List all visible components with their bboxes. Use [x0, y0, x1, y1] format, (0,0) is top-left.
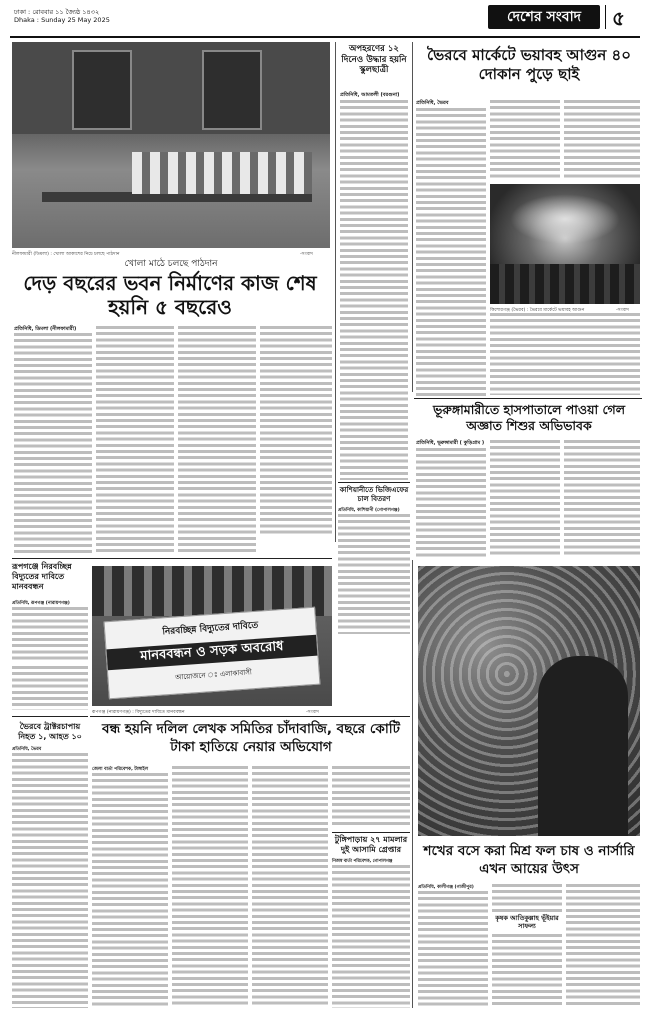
- tungipara-headline: টুঙ্গিপাড়ায় ২৭ মামলার দুই আসামি গ্রেপ্তার: [334, 835, 408, 854]
- kashiani-body: [338, 514, 410, 634]
- rupganj-photo-caption: রূপগঞ্জ (নারায়ণগঞ্জ) : বিদ্যুতের দাবিতে মানববন্ধন: [92, 710, 185, 715]
- banner-line-1: নিরবচ্ছিন্ন বিদ্যুতের দাবিতে: [162, 620, 259, 638]
- kashiani-headline: কাশিয়ানীতে ভিজিএফের চাল বিতরণ: [339, 486, 409, 503]
- fruit-headline: শখের বসে করা মিশ্র ফল চাষ ও নার্সারি এখন আয়ের উৎস: [423, 843, 635, 877]
- hospital-body-col2: [490, 440, 560, 558]
- fruit-photo: [418, 566, 640, 836]
- rupganj-photo-credit: -সংবাদ: [306, 710, 319, 715]
- fire-photo: [490, 184, 640, 304]
- kashiani-rule: [338, 482, 410, 483]
- fire-body-col1: [416, 108, 486, 398]
- rupganj-body-2: [12, 666, 88, 710]
- deed-headline: বন্ধ হয়নি দলিল লেখক সমিতির চাঁদাবাজি, বছরে কোটি টাকা হাতিয়ে নেয়ার অভিযোগ: [102, 721, 400, 755]
- rupganj-banner: [104, 607, 321, 700]
- masthead: [488, 5, 600, 29]
- banner-line-2: মানববন্ধন ও সড়ক অবরোধ: [106, 635, 317, 671]
- header-rule: [10, 36, 640, 38]
- header-divider: [605, 5, 606, 29]
- deed-body-col3: [252, 766, 328, 1008]
- missing-body: [340, 100, 408, 480]
- banner-line-3: আয়োজনে ঃ এলাকাবাসী: [174, 668, 253, 682]
- hospital-headline: ভূরুঙ্গামারীতে হাসপাতালে পাওয়া গেল অজ্ঞাত শিশুর অভিভাবক: [432, 402, 626, 433]
- dateline-bn: ঢাকা : রোববার ১১ জ্যৈষ্ঠ ১৪৩২: [14, 8, 100, 16]
- rupganj-headline: রূপগঞ্জে নিরবচ্ছিন্ন বিদ্যুতের দাবিতে মানববন্ধন: [12, 562, 72, 591]
- school-building: [12, 42, 330, 134]
- fruit-body-col2-top: [492, 884, 562, 912]
- page-number: ৫: [612, 6, 625, 30]
- fire-crowd: [490, 264, 640, 304]
- tungipara-rule: [332, 832, 410, 833]
- school-body-col4: [260, 326, 332, 536]
- rupganj-byline: প্রতিনিধি, রূপগঞ্জ (নারায়ণগঞ্জ): [12, 601, 70, 606]
- school-students: [132, 152, 312, 194]
- trawler-byline: প্রতিনিধি, ভৈরব: [12, 747, 42, 752]
- fruit-body-col1: [418, 891, 488, 1008]
- col-divider-2: [412, 42, 413, 392]
- rupganj-body: [12, 607, 88, 662]
- fire-body-col2: [490, 100, 560, 180]
- masthead-text: দেশের সংবাদ: [507, 9, 581, 25]
- col-divider-1: [335, 42, 336, 542]
- fruit-byline: প্রতিনিধি, কালীগঞ্জ (গাজীপুর): [418, 885, 474, 890]
- fire-body-col3: [564, 100, 640, 180]
- dateline-en: Dhaka : Sunday 25 May 2025: [14, 16, 110, 24]
- fire-photo-caption: কিশোরগঞ্জ (ভৈরব) : ভৈরবে মার্কেটে ভয়াবহ আগুন: [490, 308, 585, 313]
- school-door: [72, 50, 132, 130]
- school-photo-caption: নীলফামারী (ডিমলা) : খোলা আকাশের নিচে চলছে পাঠদান: [12, 252, 120, 257]
- fire-headline: ভৈরবে মার্কেটে ভয়াবহ আগুন ৪০ দোকান পুড়ে ছাই: [427, 46, 631, 83]
- deed-rule: [90, 716, 410, 717]
- fire-photo-credit: -সংবাদ: [616, 308, 629, 313]
- deed-body-col2: [172, 766, 248, 1008]
- fire-byline: প্রতিনিধি, ভৈরব: [416, 100, 449, 106]
- missing-byline: প্রতিনিধি, আমতলী (বরগুনা): [340, 92, 400, 98]
- school-photo-credit: -সংবাদ: [300, 252, 313, 257]
- hospital-byline: প্রতিনিধি, ভূরুঙ্গামারী ( কুড়িগ্রাম ): [416, 440, 485, 446]
- school-body-col2: [96, 326, 174, 553]
- fire-smoke: [510, 194, 620, 244]
- tungipara-byline: নিজস্ব বার্তা পরিবেশক, গোপালগঞ্জ: [332, 859, 393, 864]
- fruit-farmer: [538, 656, 628, 836]
- trawler-rule: [12, 716, 88, 717]
- school-kicker: খোলা মাঠে চলছে পাঠদান: [124, 259, 218, 269]
- col-divider-3: [412, 560, 413, 1008]
- rupganj-rule: [12, 558, 332, 559]
- fire-body-col4: [490, 313, 640, 395]
- fruit-body-col3: [566, 884, 640, 1008]
- page-header: [0, 0, 650, 38]
- school-photo: [12, 42, 330, 248]
- tungipara-body: [332, 865, 410, 1008]
- school-body-col1: [14, 333, 92, 553]
- school-byline: প্রতিনিধি, ডিমলা (নীলফামারী): [14, 326, 77, 332]
- school-body-col3: [178, 326, 256, 553]
- deed-body-col4: [332, 766, 410, 828]
- hospital-body-col1: [416, 448, 486, 558]
- rupganj-photo: [92, 566, 332, 706]
- hospital-rule: [414, 398, 642, 399]
- fruit-body-col2: [492, 934, 562, 1008]
- trawler-headline: ভৈরবে ট্রাক্টরচাপায় নিহত ১, আহত ১০: [18, 722, 82, 741]
- school-headline: দেড় বছরের ভবন নির্মাণের কাজ শেষ হয়নি ৫ বছরেও: [23, 271, 317, 319]
- fruit-subhead: কৃষক আতিকুল্লাহ ভূঁইয়ার সাফল্য: [495, 914, 559, 930]
- school-door-2: [202, 50, 262, 130]
- missing-headline: অপহরণের ১২ দিনেও উদ্ধার হয়নি স্কুলছাত্রী: [341, 44, 407, 75]
- trawler-body: [12, 753, 88, 1008]
- kashiani-byline: প্রতিনিধি, কাশিয়ানী (গোপালগঞ্জ): [338, 508, 400, 513]
- deed-body-col1: [92, 773, 168, 1008]
- deed-byline: জেলা বার্তা পরিবেশক, টাঙ্গাইল: [92, 767, 149, 772]
- hospital-body-col3: [564, 440, 640, 558]
